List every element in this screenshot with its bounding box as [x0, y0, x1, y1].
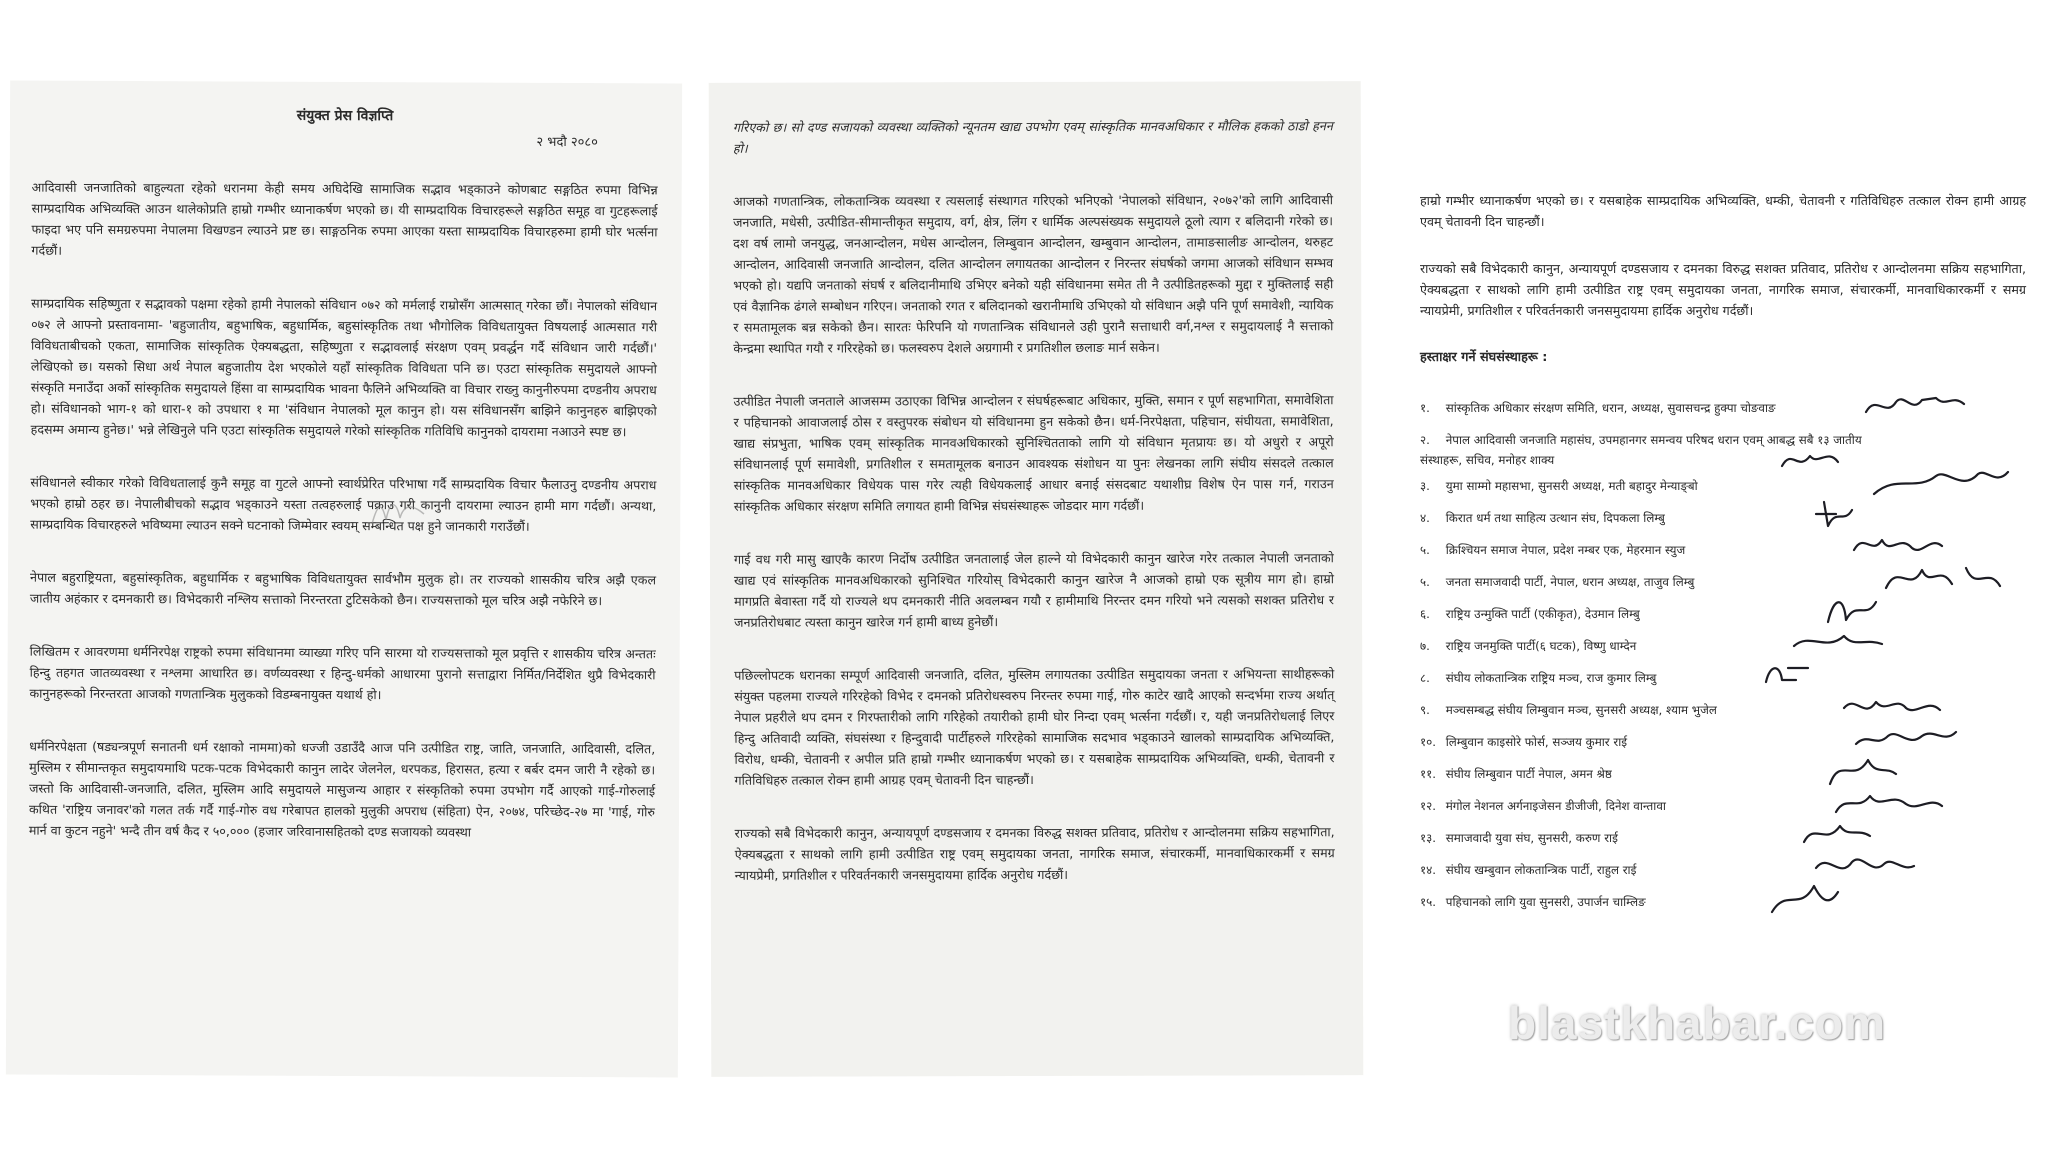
signatory-number: ६. — [1420, 607, 1430, 621]
signatory-number: ५. — [1420, 575, 1430, 589]
signatory-number: १. — [1420, 401, 1430, 415]
paragraph: पछिल्लोपटक धरानका सम्पूर्ण आदिवासी जनजाति, दलित, मुस्लिम लगायतका उत्पीडित समुदायका जनता र अभियन्ता साथीहरूको संयुक्त पहलमा राज्यले गरिरहेको विभेद र दमनको प्रतिरोधस्वरुप निरन्तर रुपमा गाई, गोरु काटेर खादै आएको सन्दर्भमा राज्य अर्थात् नेपाल प्रहरीले थप दमन र गिरफ्तारीको लागि गरिहेको तयारीको हामी घोर निन्दा एवम् भर्त्सना गर्दछौं। र, यही जनप्रतिरोधलाई लिएर हिन्दु अतिवादी व्यक्ति, संघसंस्था र हिन्दुवादी पार्टीहरुले गरिरहेको सामाजिक सदभाव भड्काउने खालको साम्प्रदायिक अभिव्यक्ति, विरोध, धम्की, चेतावनी र अपील प्रति हाम्रो गम्भीर ध्यानाकर्षण भएको छ। र यसबाहेक साम्प्रदायिक अभिव्यक्ति, धम्की, चेतावनी र गतिविधिहरु तत्काल रोक्न हामी आग्रह एवम् चेतावनी दिन चाहन्छौं। — [734, 666, 1335, 788]
signatory-number: ५. — [1420, 543, 1430, 557]
signatory-name: संघीय खम्बुवान लोकतान्त्रिक पार्टी, राहुल राई — [1445, 863, 1637, 877]
signatory-name: नेपाल आदिवासी जनजाति महासंघ, उपमहानगर समन्वय परिषद धरान एवम् आबद्ध सबै १३ जातीय संस्थाहरू, सचिव, मनोहर शाक्य — [1420, 433, 1862, 467]
signatory-item — [1420, 398, 2026, 424]
signatory-name: मंगोल नेशनल अर्गनाइजेसन डीजीजी, दिनेश वान्तावा — [1445, 799, 1666, 813]
signatory-item — [1420, 508, 2026, 534]
signatory-name: युमा साम्मो महासभा, सुनसरी अध्यक्ष, मती बहादुर मेन्याङ्बो — [1445, 479, 1698, 493]
signatory-name: लिम्बुवान काइसोरे फोर्स, सञ्जय कुमार राई — [1445, 735, 1628, 749]
paragraph: धर्मनिरपेक्षता (षड्यन्त्रपूर्ण सनातनी धर्म रक्षाको नाममा)को धज्जी उडाउँदै आज पनि उत्पीडित राष्ट्र, जाति, जनजाति, आदिवासी, दलित, मुस्लिम र सीमान्तकृत समुदायमाथि पटक-पटक विभेदकारी कानुन लादेर जेलनेल, धरपकड, हिरासत, हत्या र बर्बर दमन जारी नै रहेको छ। जस्तो कि आदिवासी-जनजाति, दलित, मुस्लिम आदि समुदायले मासुजन्य आहार र संस्कृतिको रुपमा उपभोग गर्दै आएको गाई-गोरुलाई कथित 'राष्ट्रिय जनावर'को गलत तर्क गर्दै गाई-गोरु वध गरेबापत हालको मुलुकी अपराध (संहिता) ऐन, २०७४, परिच्छेद-२७ मा 'गाई, गोरु मार्न वा कुटन नहुने' भन्दै तीन वर्ष कैद र ५०,००० (हजार जरिवानासहितको दण्ड सजायको व्यवस्था — [28, 738, 656, 840]
paragraph: आदिवासी जनजातिको बाहुल्यता रहेको धरानमा केही समय अघिदेखि सामाजिक सद्भाव भड्काउने कोणबाट सङ्गठित रुपमा विभिन्न साम्प्रदायिक अभिव्यक्ति आउन थालेकोप्रति हाम्रो गम्भीर ध्यानाकर्षण भएको छ। यी साम्प्रदायिक विचारहरूले सङ्गठित समूह वा गुटहरूलाई फाइदा भए पनि समग्ररुपमा नेपालमा विखण्डन ल्याउने प्रष्ट छ। साङ्गठनिक रुपमा आएका यस्ता साम्प्रदायिक विचारहरुमा हामी घोर भर्त्सना गर्दछौं। — [31, 179, 658, 258]
signatory-number: २. — [1420, 433, 1430, 447]
faint-stamp-mark — [368, 494, 428, 530]
signatory-number: १४. — [1420, 863, 1437, 877]
signatory-number: १०. — [1420, 735, 1437, 749]
signatory-number: ११. — [1420, 767, 1437, 781]
release-date: २ भदौ २०८० — [536, 134, 598, 151]
press-release-page-1 — [6, 81, 682, 1078]
paragraph: हाम्रो गम्भीर ध्यानाकर्षण भएको छ। र यसबाहेक साम्प्रदायिक अभिव्यक्ति, धम्की, चेतावनी र गतिविधिहरु तत्काल रोक्न हामी आग्रह एवम् चेतावनी दिन चाहन्छौं। — [1420, 193, 2026, 229]
signatory-number: १५. — [1420, 895, 1437, 909]
press-release-page-3 — [1390, 150, 2040, 1050]
signatory-item — [1420, 796, 2026, 822]
signatory-name: किरात धर्म तथा साहित्य उत्थान संघ, दिपकला लिम्बु — [1445, 511, 1665, 525]
paragraph: लिखितम र आवरणमा धर्मनिरपेक्ष राष्ट्रको रुपमा संविधानमा व्याख्या गरिए पनि सारमा यो राज्यसत्ताको मूल प्रवृत्ति र शासकीय चरित्र अन्ततः हिन्दु तहगत जातव्यवस्था र नश्लमा आधारित छ। वर्णव्यवस्था र हिन्दु-धर्मको आधारमा पुरानो सत्ताद्वारा निर्मित/निर्देशित थुप्रै विभेदकारी कानुनहरूको निरन्तरता आजको गणतान्त्रिक मुलुकको विडम्बनायुक्त यथार्थ हो। — [29, 643, 656, 703]
signatory-item — [1420, 860, 2026, 886]
press-release-page-2 — [709, 81, 1364, 1077]
site-watermark: blastkhabar.com — [1508, 997, 1887, 1049]
signatory-name: मञ्चसम्बद्ध संघीय लिम्बुवान मञ्च, सुनसरी अध्यक्ष, श्याम भुजेल — [1445, 703, 1717, 717]
signatory-name: राष्ट्रिय जनमुक्ति पार्टी(६ घटक), विष्णु धाम्देन — [1445, 639, 1637, 653]
signatory-name: क्रिश्चियन समाज नेपाल, प्रदेश नम्बर एक, मेहरमान स्युज — [1445, 543, 1686, 557]
signatory-number: ४. — [1420, 511, 1430, 525]
signatory-number: ७. — [1420, 639, 1430, 653]
paragraph: संविधानले स्वीकार गरेको विविधतालाई कुनै समूह वा गुटले आफ्नो स्वार्थप्रेरित परिभाषा गर्दै साम्प्रदायिक विचार फैलाउनु दण्डनीय अपराध भएको हाम्रो ठहर छ। नेपालीबीचको सद्भाव भड्काउने यस्ता तत्वहरुलाई पक्राउ गरी कानुनी दायरामा ल्याउन हामी माग गर्दछौं। अन्यथा, साम्प्रदायिक विचारहरुले भविष्यमा ल्याउन सक्ने घटनाको जिम्मेवार स्वयम् सम्बन्धित पक्ष हुने जानकारी गराउँछौं। — [30, 474, 657, 534]
signatory-item — [1420, 700, 2026, 726]
signatory-item — [1420, 636, 2026, 662]
signatory-number: ९. — [1420, 703, 1430, 717]
signatory-name: संघीय लिम्बुवान पार्टी नेपाल, अमन श्रेष्ठ — [1445, 767, 1612, 781]
signatory-number: १३. — [1420, 831, 1437, 845]
paragraph: आजको गणतान्त्रिक, लोकतान्त्रिक व्यवस्था र त्यसलाई संस्थागत गरिएको भनिएको 'नेपालको संविधान, २०७२'को लागि आदिवासी जनजाति, मधेसी, उत्पीडित-सीमान्तीकृत समुदाय, वर्ग, क्षेत्र, लिंग र धार्मिक अल्पसंख्यक समुदायले ठूलो त्याग र बलिदानी गरेको छ। दश वर्ष लामो जनयुद्ध, जनआन्दोलन, मधेस आन्दोलन, लिम्बुवान आन्दोलन, खम्बुवान आन्दोलन, तामाङसालीङ आन्दोलन, थरुहट आन्दोलन, आदिवासी जनजाति आन्दोलन, दलित आन्दोलन लगायतका आन्दोलन र निरन्तर संघर्षको जगमा आजको संविधान सम्भव भएको हो। यद्यपि जनताको संघर्ष र बलिदानीमाथि उभिएर बनेको यही संविधानमा समेत ती नै उत्पीडितहरूको मुद्दा र मुक्तिलाई सही एवं वैज्ञानिक ढंगले सम्बोधन गरिएन। जनताको रगत र बलिदानको खरानीमाथि उभिएको यो संविधान अझै पनि पूर्ण समावेशी, न्यायिक र समतामूलक बन्न सकेको छैन। सारतः फेरिपनि यो गणतान्त्रिक संविधानले उही पुरानै सत्ताधारी वर्ग,नश्ल र समुदायलाई नै सत्ताको केन्द्रमा स्थापित गयौ र गरिरहेको छ। फलस्वरुप देशले अग्रगामी र प्रगतिशील छलाङ मार्न सकेन। — [732, 192, 1334, 356]
paragraph: उत्पीडित नेपाली जनताले आजसम्म उठाएका विभिन्न आन्दोलन र संघर्षहरूबाट अधिकार, मुक्ति, समान र पूर्ण सहभागिता, समावेशिता र पहिचानको आवाजलाई ठोस र वस्तुपरक संबोधन यो संविधानमा हुन सकेको छैन। धर्म-निरपेक्षता, पहिचान, संघीयता, समावेशिता, खाद्य संप्रभुता, भाषिक एवम् सांस्कृतिक मानवअधिकारको सुनिश्चितताको लागि यो संविधान मृतप्रायः छ। यो अधुरो र अपूरो संविधानलाई पूर्ण समावेशी, प्रगतिशील र समतामूलक बनाउन आवश्यक संशोधन या पुनः लेखनका लागि संघीय संसदले तत्काल सांस्कृतिक मानवअधिकार विधेयक पास गरेर त्यही विधेयकलाई आधार बनाई संसदबाट यथाशीघ्र विशेष ऐन पास गर्न, गराउन सांस्कृतिक अधिकार संरक्षण समिति लगायत हामी विभिन्न संघसंस्थाहरू जोडदार माग गर्दछौं। — [733, 392, 1334, 514]
paragraph: नेपाल बहुराष्ट्रियता, बहुसांस्कृतिक, बहुधार्मिक र बहुभाषिक विविधतायुक्त सार्वभौम मुलुक हो। तर राज्यको शासकीय चरित्र अझै एकल जातीय अहंकार र दमनकारी छ। विभेदकारी नश्लिय सत्ताको निरन्तरता टुटिसकेको छैन। राज्यसत्ताको मूल चरित्र अझै नफेरिने छ। — [29, 569, 657, 609]
signatory-name: जनता समाजवादी पार्टी, नेपाल, धरान अध्यक्ष, ताजुव लिम्बु — [1445, 575, 1695, 589]
signatory-item — [1420, 430, 2026, 470]
signatory-name: समाजवादी युवा संघ, सुनसरी, करुण राई — [1445, 831, 1618, 845]
paragraph: गरिएको छ। सो दण्ड सजायको व्यवस्था व्यक्तिको न्यूनतम खाद्य उपभोग एवम् सांस्कृतिक मानवअधिकार र मौलिक हकको ठाडो हनन हो। — [732, 118, 1333, 156]
signatory-number: १२. — [1420, 799, 1437, 813]
paragraph: साम्प्रदायिक सहिष्णुता र सद्भावको पक्षमा रहेको हामी नेपालको संविधान ०७२ को मर्मलाई राम्रोसँग आत्मसात् गरेका छौं। नेपालको संविधान ०७२ ले आफ्नो प्रस्तावनामा- 'बहुजातीय, बहुभाषिक, बहुधार्मिक, बहुसांस्कृतिक तथा भौगोलिक विविधतायुक्त विषयलाई आत्मसात गरी विविधताबीचको एकता, सामाजिक सांस्कृतिक ऐक्यबद्धता, सहिष्णुता र सद्भावलाई संरक्षण एवम् प्रवर्द्धन गर्दै संविधान जारी गर्दछौं।' लेखिएको छ। यसको सिधा अर्थ नेपाल बहुजातीय देश भएकोले यहाँ सांस्कृतिक विविधता पनि छ। एउटा सांस्कृतिक समुदायले आफ्नो संस्कृति मनाउँदा अर्को सांस्कृतिक समुदायले हिंसा वा साम्प्रदायिक भावना फैलिने अभिव्यक्ति वा विचार राख्नु कानुनीरुपमा दण्डनीय अपराध हो। संविधानको भाग-१ को धारा-१ को उपधारा १ मा 'संविधान नेपालको मूल कानुन हो। यस संविधानसँग बाझिने कानुनहरु बाझिएको हदसम्म अमान्य हुनेछ।' भन्ने लेखिनुले पनि एउटा सांस्कृतिक समुदायले गरेको सांस्कृतिक गतिविधि कानुनको दायरामा नआउने स्पष्ट छ। — [30, 295, 658, 440]
signatory-item — [1420, 476, 2026, 502]
handwritten-signature — [1856, 384, 2006, 424]
signatory-name: पहिचानको लागि युवा सुनसरी, उपार्जन चाम्लिङ — [1445, 895, 1646, 909]
signatories-heading: हस्ताक्षर गर्ने संघसंस्थाहरू : — [1420, 350, 1548, 365]
signatory-item — [1420, 540, 2026, 566]
signatory-item — [1420, 604, 2026, 630]
signatory-number: ३. — [1420, 479, 1430, 493]
paragraph: राज्यको सबै विभेदकारी कानुन, अन्यायपूर्ण दण्डसजाय र दमनका विरुद्ध सशक्त प्रतिवाद, प्रतिरोध र आन्दोलनमा सक्रिय सहभागिता, ऐक्यबद्धता र साथको लागि हामी उत्पीडित राष्ट्र एवम् समुदायका जनता, नागरिक समाज, संचारकर्मी, मानवाधिकारकर्मी र समग्र न्यायप्रेमी, प्रगतिशील र परिवर्तनकारी जनसमुदायमा हार्दिक अनुरोध गर्दछौं। — [1420, 261, 2026, 318]
signatory-name: सांस्कृतिक अधिकार संरक्षण समिति, धरान, अध्यक्ष, सुवासचन्द्र हुक्पा चोङवाङ — [1445, 401, 1776, 415]
signatory-number: ८. — [1420, 671, 1430, 685]
page-title: संयुक्त प्रेस विज्ञप्ति — [296, 107, 394, 125]
signatory-item — [1420, 828, 2026, 854]
paragraph: राज्यको सबै विभेदकारी कानुन, अन्यायपूर्ण दण्डसजाय र दमनका विरुद्ध सशक्त प्रतिवाद, प्रतिरोध र आन्दोलनमा सक्रिय सहभागिता, ऐक्यबद्धता र साथको लागि हामी उत्पीडित राष्ट्र एवम् समुदायका जनता, नागरिक समाज, संचारकर्मी, मानवाधिकारकर्मी र समग्र न्यायप्रेमी, प्रगतिशील र परिवर्तनकारी जनसमुदायमा हार्दिक अनुरोध गर्दछौं। — [734, 824, 1335, 883]
signatory-item — [1420, 732, 2026, 758]
signatory-name: संघीय लोकतान्त्रिक राष्ट्रिय मञ्च, राज कुमार लिम्बु — [1445, 671, 1657, 685]
signatory-list — [1420, 398, 2026, 918]
signatory-name: राष्ट्रिय उन्मुक्ति पार्टी (एकीकृत), देउमान लिम्बु — [1445, 607, 1640, 621]
signatory-item — [1420, 764, 2026, 790]
paragraph: गाई वध गरी मासु खाएकै कारण निर्दोष उत्पीडित जनतालाई जेल हाल्ने यो विभेदकारी कानुन खारेज गरेर तत्काल नेपाली जनताको खाद्य एवं सांस्कृतिक मानवअधिकारको सुनिश्चित गरियोस् विभेदकारी कानुन खारेज नै आजको हाम्रो एक सूत्रीय माग हो। हाम्रो मागप्रति बेवास्ता गर्दै यो राज्यले थप दमनकारी नीति अवलम्बन गयौ र हामीमाथि निरन्तर दमन गरियो भने त्यसको सशक्त प्रतिरोध र जनप्रतिरोधबाट त्यस्ता कानुन खारेज गर्न हामी बाध्य हुनेछौं। — [733, 550, 1335, 630]
signatory-item — [1420, 572, 2026, 598]
signatory-item — [1420, 892, 2026, 918]
signatory-item — [1420, 668, 2026, 694]
